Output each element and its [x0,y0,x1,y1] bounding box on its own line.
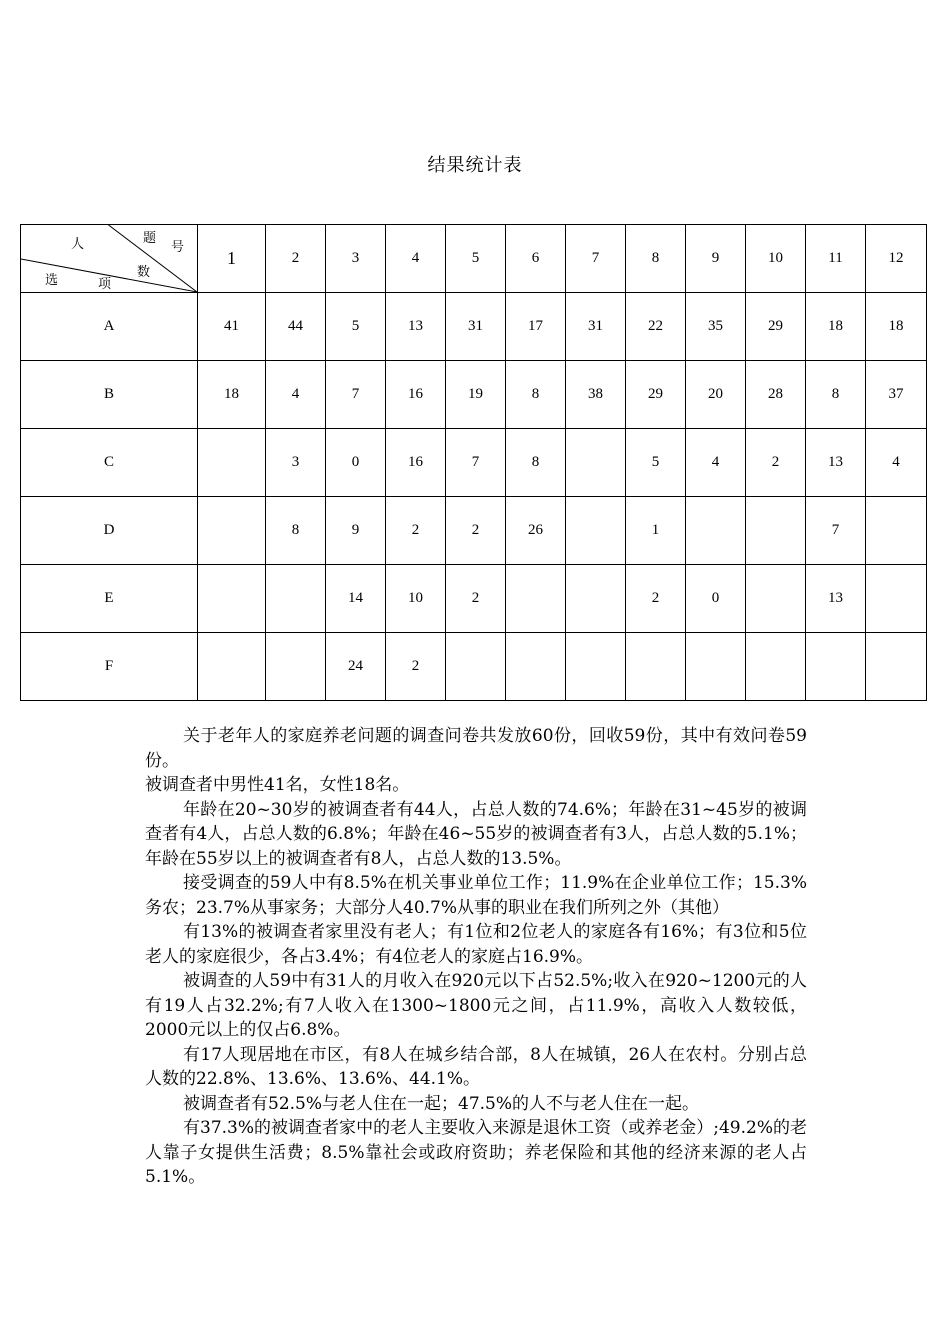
table-cell [746,565,806,633]
table-cell: 8 [806,361,866,429]
table-cell [266,565,326,633]
table-cell: 18 [866,293,927,361]
summary-paragraph: 有37.3%的被调查者家中的老人主要收入来源是退休工资（或养老金）;49.2%的老人靠子女提供生活费；8.5%靠社会或政府资助；养老保险和其他的经济来源的老人占5.1%。 [145,1118,807,1187]
table-cell: 2 [446,565,506,633]
table-cell [746,633,806,701]
table-cell: 0 [686,565,746,633]
summary-paragraph: 被调查者有52.5%与老人住在一起；47.5%的人不与老人住在一起。 [183,1093,700,1114]
table-cell [198,633,266,701]
question-header: 1 [198,225,266,293]
table-cell [446,633,506,701]
table-cell [566,633,626,701]
table-cell [198,429,266,497]
table-cell [198,497,266,565]
summary-paragraph: 接受调查的59人中有8.5%在机关事业单位工作；11.9%在企业单位工作；15.3%务农；23.7%从事家务；大部分人40.7%从事的职业在我们所列之外（其他） [145,873,807,918]
table-cell: 38 [566,361,626,429]
table-row [21,497,927,565]
summary-paragraph: 关于老年人的家庭养老问题的调查问卷共发放60份，回收59份，其中有效问卷59份。 [145,726,807,771]
table-cell [806,633,866,701]
question-header: 10 [746,225,806,293]
corner-label-ti: 题 [143,230,157,245]
table-cell: 10 [386,565,446,633]
table-cell: 0 [326,429,386,497]
option-label: D [21,497,198,565]
table-cell [566,497,626,565]
option-label: F [21,633,198,701]
table-cell: 5 [326,293,386,361]
header-row [21,225,927,293]
table-cell: 8 [506,361,566,429]
results-table [20,224,927,701]
question-header: 4 [386,225,446,293]
question-header: 9 [686,225,746,293]
table-cell [746,497,806,565]
table-cell [266,633,326,701]
table-cell: 2 [446,497,506,565]
summary-paragraph: 有17人现居地在市区，有8人在城乡结合部，8人在城镇，26人在农村。分别占总人数的22.8%、13.6%、13.6%、44.1%。 [145,1044,807,1089]
table-cell: 4 [686,429,746,497]
table-cell: 20 [686,361,746,429]
table-cell: 7 [446,429,506,497]
table-cell: 4 [866,429,927,497]
question-header: 8 [626,225,686,293]
table-cell: 2 [746,429,806,497]
option-label: C [21,429,198,497]
summary-paragraph: 年龄在20~30岁的被调查者有44人，占总人数的74.6%；年龄在31~45岁的被调查者有4人，占总人数的6.8%；年龄在46~55岁的被调查者有3人，占总人数的5.1%；年龄在55岁以上的被调查者有8人，占总人数的13.5%。 [145,799,807,869]
summary-paragraph: 被调查者中男性41名，女性18名。 [145,775,410,795]
question-header: 5 [446,225,506,293]
table-cell [866,565,927,633]
table-cell: 9 [326,497,386,565]
table-cell [566,429,626,497]
table-cell: 29 [626,361,686,429]
table-cell: 17 [506,293,566,361]
table-cell [866,497,927,565]
corner-label-xiang: 项 [98,276,112,291]
table-row [21,293,927,361]
summary-text [145,724,807,1190]
summary-paragraph: 有13%的被调查者家里没有老人；有1位和2位老人的家庭各有16%；有3位和5位老人的家庭很少，各占3.4%；有4位老人的家庭占16.9%。 [145,922,807,967]
table-cell: 31 [446,293,506,361]
table-cell: 13 [806,565,866,633]
question-header: 3 [326,225,386,293]
corner-label-ren: 人 [71,236,85,251]
table-row [21,633,927,701]
table-cell [506,565,566,633]
option-label: E [21,565,198,633]
table-cell: 7 [806,497,866,565]
table-cell [198,565,266,633]
table-cell: 1 [626,497,686,565]
table-cell: 13 [806,429,866,497]
table-cell [566,565,626,633]
table-cell: 31 [566,293,626,361]
table-cell: 2 [386,497,446,565]
corner-label-xuan: 选 [45,272,59,287]
table-cell [866,633,927,701]
question-header: 12 [866,225,927,293]
question-header: 6 [506,225,566,293]
summary-paragraph: 被调查的人59中有31人的月收入在920元以下占52.5%;收入在920~1200元的人有19人占32.2%;有7人收入在1300~1800元之间，占11.9%，高收入人数较低，2000元以上的仅占6.8%。 [145,971,807,1040]
table-cell: 22 [626,293,686,361]
table-row [21,429,927,497]
table-cell: 16 [386,361,446,429]
diagonal-header-cell [21,225,198,293]
table-cell [626,633,686,701]
table-cell: 2 [626,565,686,633]
question-header: 2 [266,225,326,293]
table-cell: 29 [746,293,806,361]
table-row [21,565,927,633]
table-cell: 13 [386,293,446,361]
corner-label-shu: 数 [137,264,151,279]
table-cell: 24 [326,633,386,701]
table-cell: 18 [198,361,266,429]
table-cell [686,633,746,701]
option-label: A [21,293,198,361]
table-cell: 26 [506,497,566,565]
question-header: 7 [566,225,626,293]
table-cell [506,633,566,701]
table-row [21,361,927,429]
table-cell: 2 [386,633,446,701]
table-cell: 37 [866,361,927,429]
table-cell: 41 [198,293,266,361]
table-cell: 16 [386,429,446,497]
corner-label-hao: 号 [171,239,185,254]
table-cell: 5 [626,429,686,497]
table-cell: 8 [266,497,326,565]
table-cell: 18 [806,293,866,361]
question-header: 11 [806,225,866,293]
page-title: 结果统计表 [427,155,523,176]
table-cell: 7 [326,361,386,429]
table-cell: 35 [686,293,746,361]
table-cell: 14 [326,565,386,633]
table-cell: 28 [746,361,806,429]
option-label: B [21,361,198,429]
table-cell: 19 [446,361,506,429]
table-cell: 4 [266,361,326,429]
table-cell: 8 [506,429,566,497]
table-cell [686,497,746,565]
table-cell: 44 [266,293,326,361]
table-cell: 3 [266,429,326,497]
